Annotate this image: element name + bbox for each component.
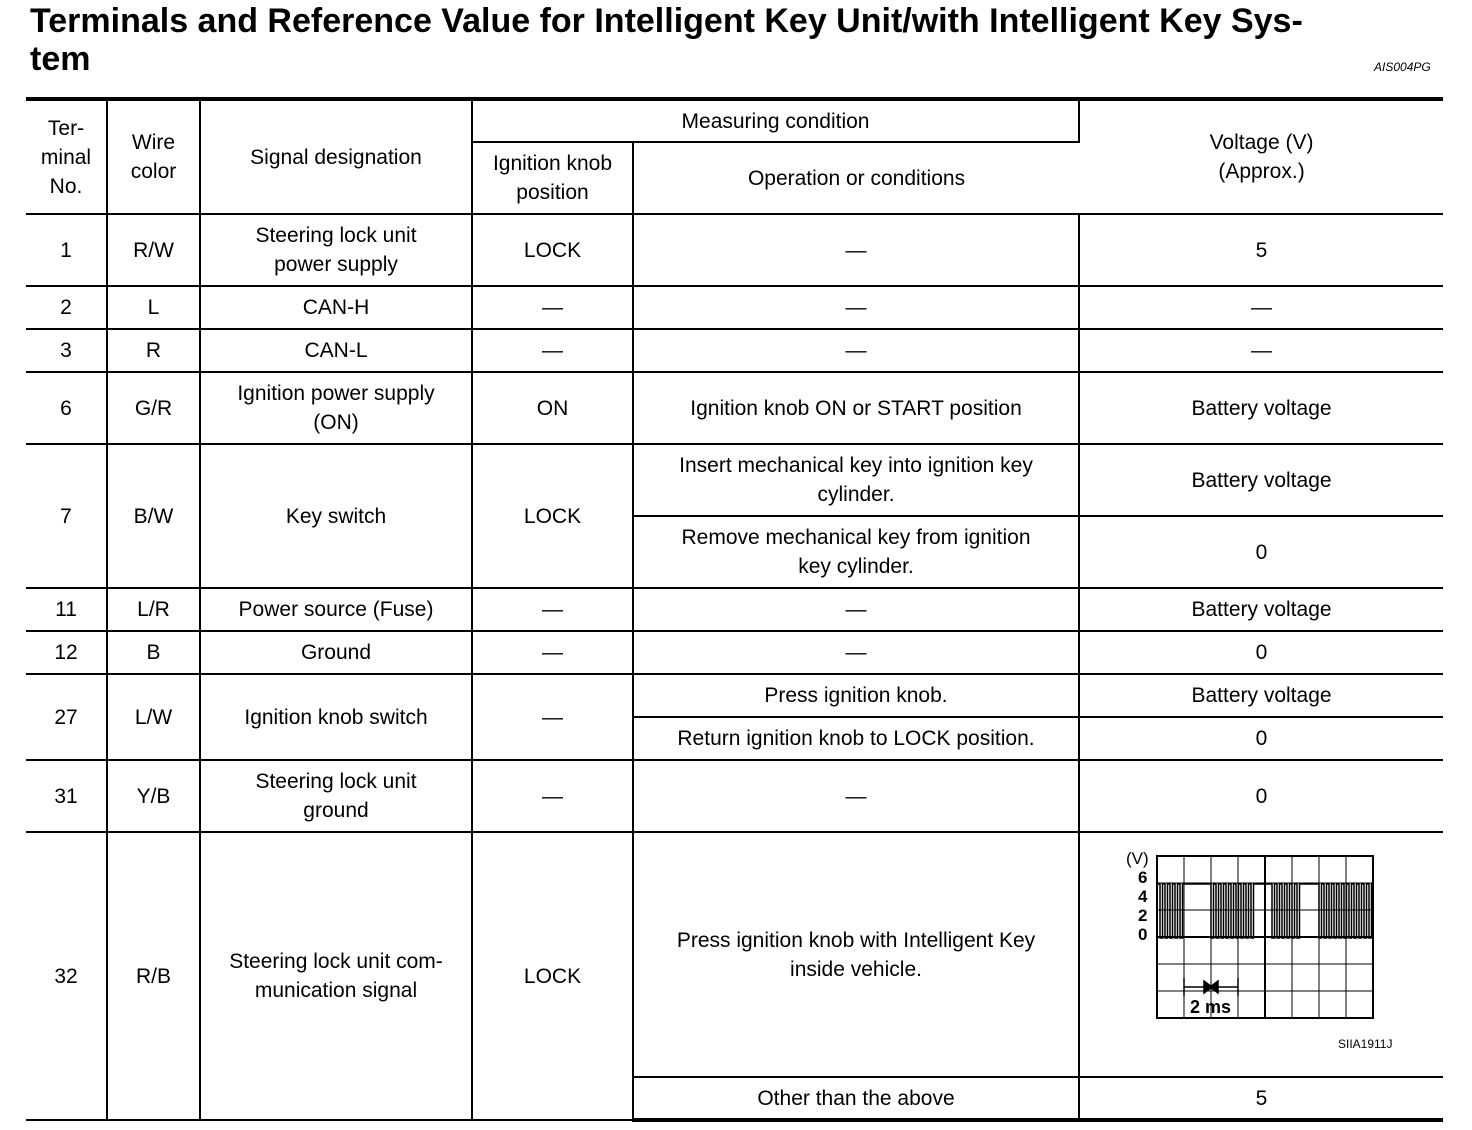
ignition-cell: — bbox=[472, 588, 633, 631]
reference-code: AIS004PG bbox=[1374, 60, 1431, 74]
terminal-cell: 12 bbox=[26, 631, 107, 674]
operation-cell: — bbox=[633, 760, 1079, 832]
voltage-cell: Battery voltage bbox=[1079, 372, 1443, 444]
signal-cell: Key switch bbox=[200, 444, 472, 588]
table-row bbox=[26, 760, 1443, 832]
voltage-cell: 5 bbox=[1079, 214, 1443, 286]
voltage-cell: 0 bbox=[1079, 516, 1443, 588]
ignition-cell: LOCK bbox=[472, 444, 633, 588]
signal-cell: Steering lock unit ground bbox=[200, 760, 472, 832]
table-row bbox=[26, 444, 1443, 516]
table-row bbox=[26, 674, 1443, 717]
table-row bbox=[26, 329, 1443, 372]
table-row bbox=[26, 214, 1443, 286]
waveform-y-tick: 4 bbox=[1137, 886, 1147, 906]
header-measuring-condition: Measuring condition bbox=[472, 99, 1079, 142]
voltage-cell: 0 bbox=[1079, 717, 1443, 760]
table-row bbox=[26, 588, 1443, 631]
operation-cell: Remove mechanical key from ignition key cylinder. bbox=[633, 516, 1079, 588]
ignition-cell: ON bbox=[472, 372, 633, 444]
ignition-cell: — bbox=[472, 329, 633, 372]
ignition-cell: LOCK bbox=[472, 214, 633, 286]
wire-color-cell: R/B bbox=[107, 832, 200, 1120]
waveform-grid bbox=[1157, 856, 1373, 1018]
header-signal-designation: Signal designation bbox=[200, 99, 472, 214]
signal-cell: CAN-L bbox=[200, 329, 472, 372]
voltage-cell: Battery voltage bbox=[1079, 674, 1443, 717]
wire-color-cell: L/W bbox=[107, 674, 200, 760]
operation-cell: Other than the above bbox=[633, 1077, 1079, 1120]
terminal-cell: 31 bbox=[26, 760, 107, 832]
wire-color-cell: R/W bbox=[107, 214, 200, 286]
operation-cell: — bbox=[633, 329, 1079, 372]
table-row bbox=[26, 372, 1443, 444]
waveform-y-tick: 0 bbox=[1137, 924, 1147, 944]
terminal-cell: 2 bbox=[26, 286, 107, 329]
figure-code: SIIA1911J bbox=[1337, 1036, 1392, 1051]
ignition-cell: — bbox=[472, 631, 633, 674]
page-title bbox=[30, 2, 1450, 78]
terminal-cell: 3 bbox=[26, 329, 107, 372]
voltage-cell: 0 bbox=[1079, 631, 1443, 674]
wire-color-cell: B/W bbox=[107, 444, 200, 588]
operation-cell: Ignition knob ON or START position bbox=[633, 372, 1079, 444]
ignition-cell: LOCK bbox=[472, 832, 633, 1120]
ignition-cell: — bbox=[472, 760, 633, 832]
terminal-reference-table bbox=[26, 97, 1443, 1122]
voltage-waveform-cell bbox=[1079, 832, 1443, 1077]
signal-cell: Power source (Fuse) bbox=[200, 588, 472, 631]
waveform-unit-label: (V) bbox=[1125, 849, 1149, 868]
operation-cell: — bbox=[633, 588, 1079, 631]
signal-cell: Ground bbox=[200, 631, 472, 674]
title-line-1: Terminals and Reference Value for Intelligent Key Unit/with Intelligent Key Sys- bbox=[30, 2, 1303, 40]
signal-cell: Ignition power supply (ON) bbox=[200, 372, 472, 444]
wire-color-cell: R bbox=[107, 329, 200, 372]
ignition-cell: — bbox=[472, 286, 633, 329]
voltage-cell: Battery voltage bbox=[1079, 588, 1443, 631]
header-wire-color: Wire color bbox=[107, 99, 200, 214]
signal-cell: Steering lock unit com- munication signal bbox=[200, 832, 472, 1120]
operation-cell: Return ignition knob to LOCK position. bbox=[633, 717, 1079, 760]
terminal-cell: 32 bbox=[26, 832, 107, 1120]
voltage-cell: — bbox=[1079, 329, 1443, 372]
terminal-cell: 1 bbox=[26, 214, 107, 286]
waveform-y-tick: 2 bbox=[1137, 905, 1147, 925]
waveform-time-label: 2 ms bbox=[1189, 996, 1231, 1017]
terminal-cell: 7 bbox=[26, 444, 107, 588]
title-line-2: tem bbox=[30, 40, 91, 78]
table-row bbox=[26, 631, 1443, 674]
operation-cell: Press ignition knob with Intelligent Key inside vehicle. bbox=[633, 832, 1079, 1077]
wire-color-cell: L bbox=[107, 286, 200, 329]
voltage-cell: — bbox=[1079, 286, 1443, 329]
table-row bbox=[26, 832, 1443, 1077]
voltage-cell: 5 bbox=[1079, 1077, 1443, 1120]
terminal-cell: 11 bbox=[26, 588, 107, 631]
voltage-cell: Battery voltage bbox=[1079, 444, 1443, 516]
waveform-y-tick: 6 bbox=[1137, 867, 1147, 887]
operation-cell: Press ignition knob. bbox=[633, 674, 1079, 717]
signal-cell: Ignition knob switch bbox=[200, 674, 472, 760]
operation-cell: — bbox=[633, 631, 1079, 674]
wire-color-cell: B bbox=[107, 631, 200, 674]
header-ignition-knob-position: Ignition knob position bbox=[472, 142, 633, 214]
wire-color-cell: L/R bbox=[107, 588, 200, 631]
header-operation-conditions: Operation or conditions bbox=[633, 142, 1079, 214]
terminal-cell: 27 bbox=[26, 674, 107, 760]
header-voltage: Voltage (V) (Approx.) bbox=[1079, 99, 1443, 214]
voltage-cell: 0 bbox=[1079, 760, 1443, 832]
waveform-figure bbox=[1112, 850, 1412, 1060]
header-terminal-no: Ter- minal No. bbox=[26, 99, 107, 214]
operation-cell: — bbox=[633, 214, 1079, 286]
terminal-cell: 6 bbox=[26, 372, 107, 444]
operation-cell: — bbox=[633, 286, 1079, 329]
wire-color-cell: Y/B bbox=[107, 760, 200, 832]
ignition-cell: — bbox=[472, 674, 633, 760]
signal-cell: CAN-H bbox=[200, 286, 472, 329]
table-row bbox=[26, 286, 1443, 329]
wire-color-cell: G/R bbox=[107, 372, 200, 444]
operation-cell: Insert mechanical key into ignition key cylinder. bbox=[633, 444, 1079, 516]
signal-cell: Steering lock unit power supply bbox=[200, 214, 472, 286]
